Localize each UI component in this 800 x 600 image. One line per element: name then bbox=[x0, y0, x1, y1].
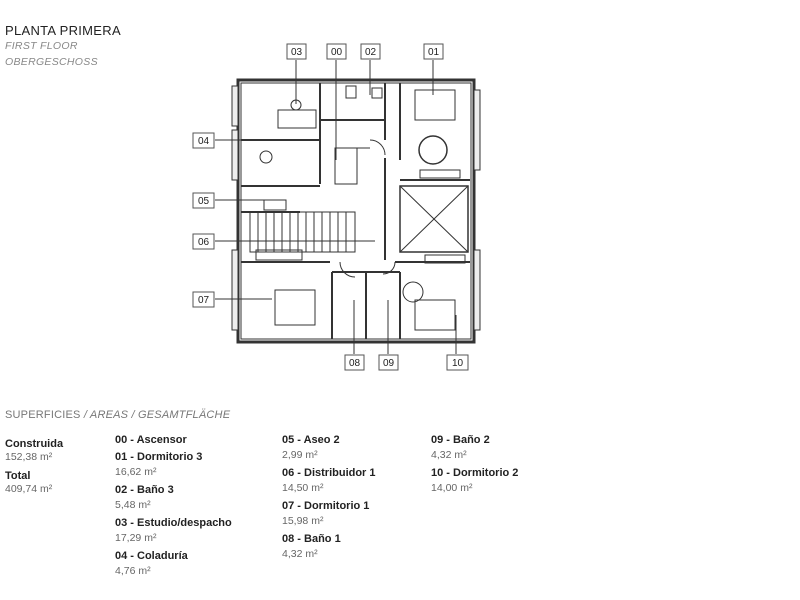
total-label: Total bbox=[5, 470, 31, 482]
room-name: 09 - Baño 2 bbox=[431, 434, 490, 446]
svg-text:04: 04 bbox=[197, 136, 210, 147]
callout-02 bbox=[361, 44, 380, 59]
room-name: 01 - Dormitorio 3 bbox=[115, 451, 203, 463]
callout-07 bbox=[193, 292, 214, 307]
callout-09 bbox=[379, 355, 398, 370]
areas-heading-alt: / AREAS / GESAMTFLÄCHE bbox=[83, 409, 231, 421]
areas-column-1 bbox=[115, 433, 232, 582]
total-value: 409,74 m² bbox=[5, 483, 53, 495]
room-area: 14,00 m² bbox=[431, 482, 473, 494]
room-area: 15,98 m² bbox=[282, 515, 324, 527]
area-entry bbox=[115, 483, 232, 513]
area-entry bbox=[282, 499, 376, 529]
areas-column-3 bbox=[431, 433, 518, 499]
room-area: 4,32 m² bbox=[431, 449, 467, 461]
svg-text:02: 02 bbox=[364, 47, 377, 58]
area-entry bbox=[282, 466, 376, 496]
svg-text:03: 03 bbox=[290, 47, 303, 58]
callout-00 bbox=[327, 44, 346, 59]
total-built-value: 152,38 m² bbox=[5, 451, 53, 463]
room-area: 2,99 m² bbox=[282, 449, 318, 461]
svg-text:05: 05 bbox=[197, 196, 210, 207]
area-entry bbox=[115, 450, 232, 480]
room-name: 03 - Estudio/despacho bbox=[115, 517, 232, 529]
total-built-label: Construida bbox=[5, 438, 64, 450]
svg-text:00: 00 bbox=[330, 47, 343, 58]
callout-04 bbox=[193, 133, 214, 148]
room-name: 04 - Coladuría bbox=[115, 550, 188, 562]
callout-10 bbox=[447, 355, 468, 370]
room-area: 4,32 m² bbox=[282, 548, 318, 560]
callout-03 bbox=[287, 44, 306, 59]
room-name: 06 - Distribuidor 1 bbox=[282, 467, 376, 479]
areas-column-2 bbox=[282, 433, 376, 565]
area-entry bbox=[282, 532, 376, 562]
room-name: 05 - Aseo 2 bbox=[282, 434, 340, 446]
svg-text:01: 01 bbox=[427, 47, 440, 58]
area-entry bbox=[431, 466, 518, 496]
totals-block bbox=[5, 438, 63, 502]
area-entry bbox=[282, 433, 376, 463]
room-name: 00 - Ascensor bbox=[115, 434, 187, 446]
area-entry bbox=[115, 433, 232, 448]
room-name: 07 - Dormitorio 1 bbox=[282, 500, 370, 512]
page-title: PLANTA PRIMERA bbox=[5, 23, 121, 38]
svg-text:10: 10 bbox=[451, 358, 464, 369]
area-entry bbox=[115, 549, 232, 579]
callout-08 bbox=[345, 355, 364, 370]
area-entry bbox=[431, 433, 518, 463]
area-entry bbox=[115, 516, 232, 546]
svg-text:07: 07 bbox=[197, 295, 210, 306]
room-area: 5,48 m² bbox=[115, 499, 151, 511]
room-area: 4,76 m² bbox=[115, 565, 151, 577]
room-area: 14,50 m² bbox=[282, 482, 324, 494]
room-name: 10 - Dormitorio 2 bbox=[431, 467, 519, 479]
callout-06 bbox=[193, 234, 214, 249]
areas-heading-main: SUPERFICIES bbox=[5, 409, 81, 421]
room-name: 08 - Baño 1 bbox=[282, 533, 341, 545]
room-area: 16,62 m² bbox=[115, 466, 157, 478]
areas-heading bbox=[5, 409, 230, 421]
subtitle-english: FIRST FLOOR bbox=[5, 40, 78, 52]
room-area: 17,29 m² bbox=[115, 532, 157, 544]
svg-text:06: 06 bbox=[197, 237, 210, 248]
subtitle-german: OBERGESCHOSS bbox=[5, 56, 98, 68]
svg-text:09: 09 bbox=[382, 358, 395, 369]
room-name: 02 - Baño 3 bbox=[115, 484, 174, 496]
svg-text:08: 08 bbox=[348, 358, 361, 369]
callout-05 bbox=[193, 193, 214, 208]
callout-01 bbox=[424, 44, 443, 59]
